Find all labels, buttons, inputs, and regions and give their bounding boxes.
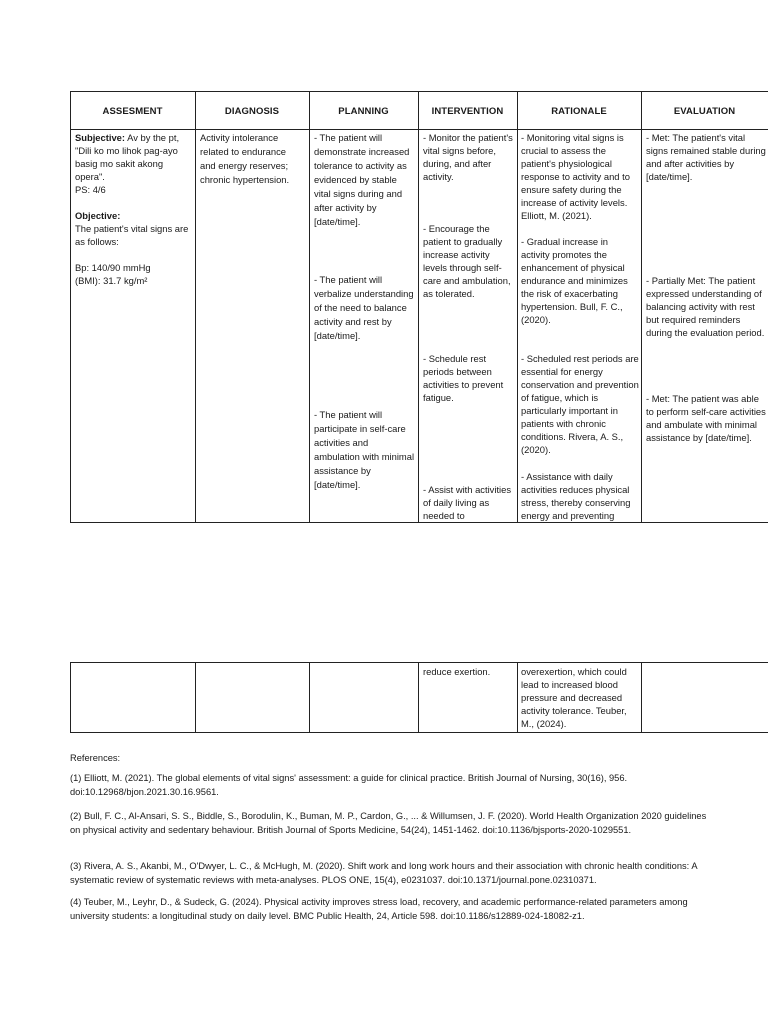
header-evaluation: EVALUATION <box>673 106 736 117</box>
reference-item: (3) Rivera, A. S., Akanbi, M., O'Dwyer, L. C., & McHugh, M. (2020). Shift work and long work hours and their association with chronic health conditions: A systematic review of systematic reviews with meta-analyses. PLOS ONE, 15(4), e0231037. doi:10.1371/journal.pone.02310371. <box>70 861 698 885</box>
table-border-top <box>70 662 768 663</box>
column-divider <box>517 662 518 733</box>
intervention-continued: reduce exertion. <box>423 666 491 677</box>
planning-item: - The patient will demonstrate increased tolerance to activity as evidenced by stable vital signs during and after activity by [date/time]. <box>314 132 410 227</box>
planning-item: - The patient will participate in self-care activities and ambulation with minimal assistance by [date/time]. <box>314 409 415 490</box>
header-rationale: RATIONALE <box>551 106 607 117</box>
blood-pressure: Bp: 140/90 mmHg <box>75 262 151 273</box>
objective-label: Objective: <box>75 210 121 221</box>
column-divider <box>195 662 196 733</box>
pain-scale: PS: 4/6 <box>75 184 106 195</box>
intervention-item: - Schedule rest periods between activities to prevent fatigue. <box>423 353 504 403</box>
evaluation-item: - Partially Met: The patient expressed understanding of balancing activity with rest but required reminders during the evaluation period. <box>646 275 765 338</box>
rationale-item: - Assistance with daily activities reduces physical stress, thereby conserving energy and preventing <box>521 471 631 521</box>
column-divider <box>309 662 310 733</box>
column-divider <box>517 91 518 523</box>
reference-item: (1) Elliott, M. (2021). The global elements of vital signs' assessment: a guide for clinical practice. British Journal of Nursing, 30(16), 956. doi:10.12968/bjon.2021.30.16.9561. <box>70 773 628 797</box>
bmi-value: (BMI): 31.7 kg/m² <box>75 275 148 286</box>
subjective-label: Subjective: <box>75 132 126 143</box>
header-intervention: INTERVENTION <box>431 106 504 117</box>
reference-item: (4) Teuber, M., Leyhr, D., & Sudeck, G. (2024). Physical activity improves stress load, recovery, and academic performance-related parameters among university students: a longitudinal study on daily level. BMC Public Health, 24, Article 598. doi:10.1186/s12889-024-18082-z1. <box>70 897 688 921</box>
table-border-bottom <box>70 522 768 523</box>
objective-text: The patient's vital signs are as follows: <box>75 223 189 247</box>
evaluation-item: - Met: The patient was able to perform self-care activities and ambulate with minimal assistance by [date/time]. <box>646 393 766 443</box>
column-divider <box>70 91 71 523</box>
diagnosis-text: Activity intolerance related to endurance and energy reserves; chronic hypertension. <box>200 132 290 185</box>
header-diagnosis: DIAGNOSIS <box>224 106 280 117</box>
references-heading: References: <box>70 753 121 763</box>
rationale-continued: overexertion, which could lead to increased blood pressure and decreased activity tolerance. Teuber, M., (2024). <box>521 666 627 729</box>
rationale-item: - Scheduled rest periods are essential for energy conservation and prevention of fatigue, which is particularly important in patients with chronic conditions. Rivera, A. S., (2020). <box>521 353 639 455</box>
column-divider <box>309 91 310 523</box>
header-assessment: ASSESMENT <box>102 106 163 117</box>
intervention-item: - Monitor the patient's vital signs before, during, and after activity. <box>423 132 513 182</box>
column-divider <box>641 662 642 733</box>
header-divider <box>70 129 768 130</box>
subjective-text: Av by the pt, "Dili ko mo lihok pag-ayo basig mo sakit akong opera". <box>75 132 180 182</box>
column-divider <box>641 91 642 523</box>
rationale-item: - Monitoring vital signs is crucial to assess the patient's physiological response to activity and to ensure safety during the increase of activity levels. Elliott, M. (2021). <box>521 132 630 221</box>
evaluation-item: - Met: The patient's vital signs remained stable during and after activities by [date/time]. <box>646 132 766 182</box>
column-divider <box>70 662 71 733</box>
intervention-item: - Encourage the patient to gradually increase activity levels through self-care and ambulation, as tolerated. <box>423 223 511 299</box>
reference-item: (2) Bull, F. C., Al-Ansari, S. S., Biddle, S., Borodulin, K., Buman, M. P., Cardon, G., ... & Willumsen, J. F. (2020). World Health Organization 2020 guidelines on physical activity and sedentary behaviour. British Journal of Sports Medicine, 54(24), 1451-1462. doi:10.1136/bjsports-2020-1029551. <box>70 811 707 835</box>
table-border-top <box>70 91 768 92</box>
intervention-item: - Assist with activities of daily living as needed to <box>423 484 512 521</box>
column-divider <box>418 91 419 523</box>
column-divider <box>418 662 419 733</box>
column-divider <box>195 91 196 523</box>
assessment-cell <box>75 131 193 287</box>
planning-item: - The patient will verbalize understanding of the need to balance activity and rest by [date/time]. <box>314 274 414 341</box>
rationale-item: - Gradual increase in activity promotes the enhancement of physical endurance and minimizes the risk of exacerbating hypertension. Bull, F. C., (2020). <box>521 236 628 325</box>
header-planning: PLANNING <box>338 106 389 117</box>
table-border-bottom <box>70 732 768 733</box>
